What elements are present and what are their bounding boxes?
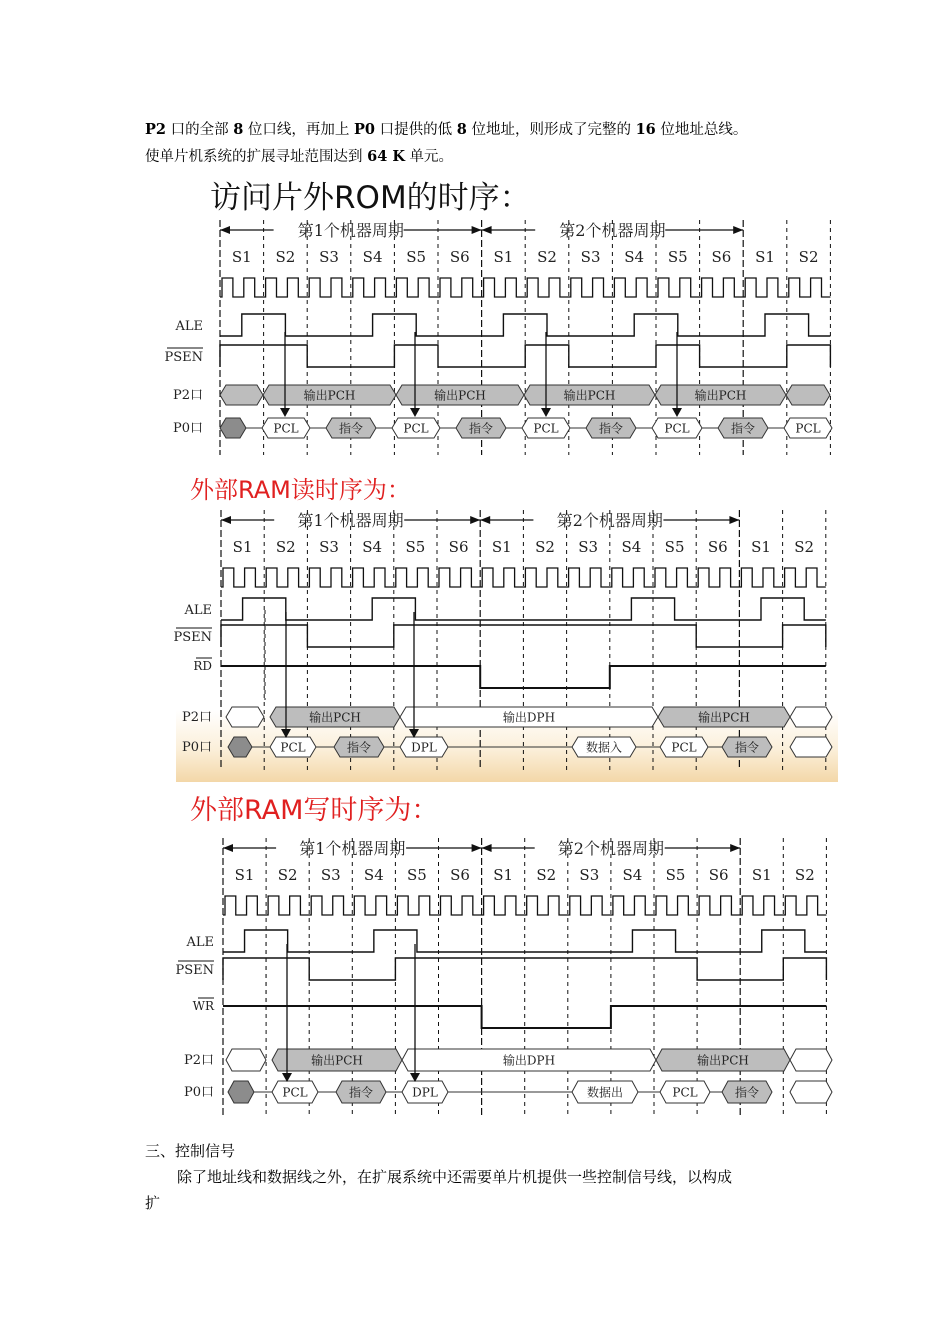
arrow-head [470, 516, 480, 524]
state-label: S1 [751, 866, 772, 884]
intro-text-run: 口的全部 [166, 122, 234, 138]
signal-label-p2: P2口 [172, 388, 203, 403]
state-label: S5 [664, 538, 685, 556]
signal-label-psen: PSEN [173, 630, 212, 645]
state-label: S5 [406, 248, 427, 266]
state-label: S6 [711, 248, 732, 266]
arrow-head [220, 226, 230, 234]
p0-bus-segment [228, 737, 252, 757]
cycle2-label: 第2个机器周期 [557, 839, 664, 858]
section-heading: 三、控制信号 [145, 1142, 236, 1160]
bus-label: PCL [672, 1085, 698, 1100]
bus-label: 输出PCH [434, 388, 486, 403]
state-label: S1 [232, 538, 253, 556]
bus-label: PCL [273, 421, 299, 436]
bus-label: PCL [671, 740, 697, 755]
bus-label: 指令 [338, 421, 364, 436]
arrow-head [482, 226, 492, 234]
state-label: S3 [319, 538, 339, 556]
arrow-head [223, 844, 233, 852]
state-label: S6 [450, 866, 470, 884]
signal-label-ale: ALE [175, 319, 203, 334]
arrow-head [472, 844, 482, 852]
state-label: S1 [491, 538, 512, 556]
state-label: S2 [537, 248, 557, 266]
arrow-head [410, 408, 420, 417]
state-label: S6 [448, 538, 469, 556]
arrow-head [482, 844, 492, 852]
arrow-head [280, 408, 290, 417]
state-label: S1 [493, 248, 514, 266]
signal-label-psen: PSEN [164, 350, 203, 365]
arrow-head [730, 844, 740, 852]
signal-label-rdwr: RD [193, 659, 212, 673]
state-label: S5 [665, 866, 686, 884]
state-label: S3 [320, 866, 341, 884]
state-label: S2 [794, 538, 815, 556]
state-label: S2 [536, 866, 557, 884]
state-label: S4 [362, 538, 383, 556]
bus-label: 输出PCH [309, 710, 361, 725]
intro-text-run: 8 [233, 121, 244, 138]
bus-label: PCL [533, 421, 559, 436]
arrow-head [672, 408, 682, 417]
intro-text-run: 使单片机系统的扩展寻址范围达到 [145, 149, 368, 165]
signal-label-p0: P0口 [181, 740, 212, 755]
state-label: S4 [624, 248, 645, 266]
ale-waveform [223, 930, 826, 952]
ram-read-title: 外部RAM读时序为： [190, 476, 411, 504]
bus-label: 指令 [734, 1085, 760, 1100]
signal-label-p0: P0口 [183, 1085, 214, 1100]
intro-text-run: 16 [635, 121, 656, 138]
intro-text-run: 单元。 [404, 149, 454, 165]
psen-waveform [220, 345, 830, 367]
state-label: S1 [755, 248, 775, 266]
intro-text-run: 位地址，则形成了完整的 [466, 122, 636, 138]
bus-label: 输出DPH [502, 710, 556, 725]
bus-label: 指令 [730, 421, 756, 436]
state-label: S5 [667, 248, 688, 266]
intro-text-run: 口提供的低 [375, 122, 457, 138]
arrow-head [541, 408, 551, 417]
bus-label: 指令 [598, 421, 624, 436]
intro-text-run: 位地址总线。 [655, 122, 748, 138]
state-label: S2 [275, 538, 296, 556]
bus-label: 输出PCH [563, 388, 616, 403]
bus-label: 输出PCH [697, 1053, 749, 1068]
intro-text-run: 位口线，再加上 [243, 122, 355, 138]
bus-label: PCL [795, 421, 821, 436]
bus-label: PCL [280, 740, 306, 755]
rom-timing-title: 访问片外ROM的时序： [210, 180, 531, 216]
cycle1-label: 第1个机器周期 [297, 511, 404, 530]
signal-label-p0: P0口 [172, 421, 203, 436]
p2-bus-segment [790, 707, 832, 727]
state-label: S6 [708, 866, 729, 884]
signal-label-psen: PSEN [175, 963, 214, 978]
state-label: S2 [798, 248, 819, 266]
bus-label: 输出PCH [698, 710, 750, 725]
signal-label-ale: ALE [184, 603, 212, 618]
arrow-head [733, 226, 743, 234]
state-label: S3 [578, 538, 599, 556]
intro-text-run: P0 [354, 121, 376, 138]
state-label: S2 [535, 538, 555, 556]
intro-text-run: 64 K [367, 148, 405, 165]
intro-text-run: P2 [145, 121, 166, 138]
bus-label: 指令 [346, 740, 372, 755]
state-label: S4 [363, 866, 384, 884]
bus-label: 指令 [734, 740, 760, 755]
state-label: S4 [622, 866, 643, 884]
bus-label: 指令 [468, 421, 494, 436]
state-label: S1 [234, 866, 255, 884]
state-label: S4 [621, 538, 642, 556]
state-label: S5 [407, 866, 427, 884]
bus-label: 指令 [348, 1085, 374, 1100]
bus-label: 输出PCH [694, 388, 747, 403]
section-paragraph-cont: 扩 [145, 1194, 161, 1212]
bus-label: PCL [403, 421, 429, 436]
rdwr-waveform [221, 666, 826, 688]
state-label: S2 [275, 248, 296, 266]
bus-label: 输出PCH [311, 1053, 363, 1068]
p2-bus-segment [786, 385, 830, 405]
state-label: S2 [277, 866, 298, 884]
signal-label-p2: P2口 [183, 1053, 214, 1068]
cycle1-label: 第1个机器周期 [299, 839, 406, 858]
state-label: S1 [751, 538, 771, 556]
bus-label: PCL [664, 421, 690, 436]
arrow-head [221, 516, 231, 524]
bus-label: 输出DPH [502, 1053, 556, 1068]
arrow-head [729, 516, 739, 524]
p0-bus-segment [228, 1081, 254, 1103]
bus-label: 数据出 [586, 1085, 624, 1100]
psen-waveform [221, 625, 826, 647]
section-paragraph: 除了地址线和数据线之外，在扩展系统中还需要单片机提供一些控制信号线，以构成 [177, 1168, 733, 1186]
state-label: S3 [580, 248, 601, 266]
state-label: S4 [362, 248, 383, 266]
signal-label-ale: ALE [186, 935, 214, 950]
state-label: S6 [707, 538, 728, 556]
p0-bus-segment [220, 418, 246, 438]
bus-label: DPL [411, 740, 437, 755]
p0-bus-segment [790, 1081, 832, 1103]
p2-bus-segment [790, 1049, 832, 1071]
state-label: S3 [319, 248, 339, 266]
ram-write-title: 外部RAM写时序为： [190, 795, 439, 826]
cycle2-label: 第2个机器周期 [559, 221, 666, 240]
state-label: S5 [405, 538, 426, 556]
bus-label: DPL [412, 1085, 438, 1100]
p2-bus-segment [220, 385, 263, 405]
state-label: S1 [493, 866, 514, 884]
signal-label-p2: P2口 [181, 710, 212, 725]
state-label: S2 [794, 866, 815, 884]
arrow-head [480, 516, 490, 524]
state-label: S3 [579, 866, 600, 884]
p0-bus-segment [790, 737, 832, 757]
bus-label: PCL [282, 1085, 308, 1100]
signal-label-rdwr: WR [192, 999, 214, 1013]
intro-text-run: 8 [456, 121, 467, 138]
p2-bus-segment [226, 1049, 266, 1071]
cycle2-label: 第2个机器周期 [556, 511, 663, 530]
bus-label: 输出PCH [303, 388, 356, 403]
state-label: S1 [231, 248, 252, 266]
state-label: S6 [449, 248, 470, 266]
p2-bus-segment [226, 707, 264, 727]
arrow-head [472, 226, 482, 234]
cycle1-label: 第1个机器周期 [297, 221, 404, 240]
bus-label: 数据入 [585, 740, 623, 755]
